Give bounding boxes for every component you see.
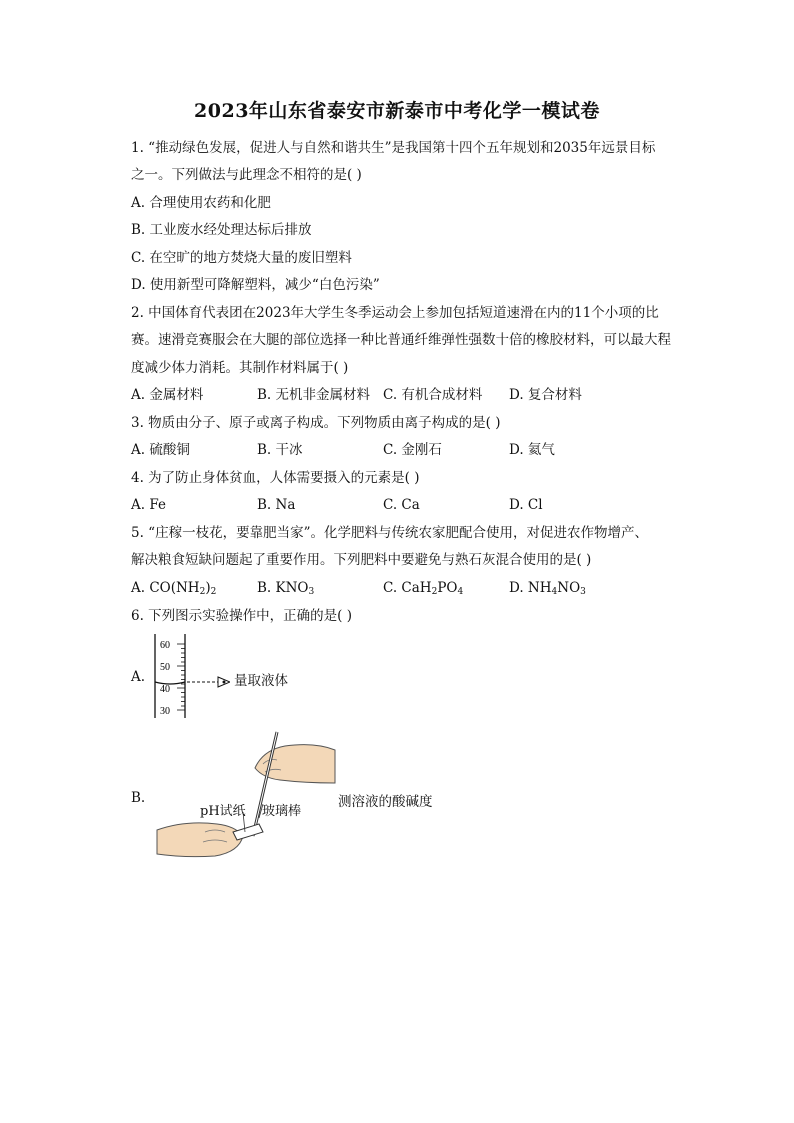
q5-option-b: B. $KNO_3$	[257, 580, 315, 597]
q6-option-a-label: A.	[131, 669, 146, 685]
exam-title: 2023年山东省泰安市新泰市中考化学一模试卷	[194, 100, 600, 122]
q2-option-d: D. 复合材料	[509, 387, 582, 403]
lower-hand	[157, 823, 243, 857]
q1-stem-line2: 之一。下列做法与此理念不相符的是( )	[131, 167, 362, 183]
q1-stem-line1: 1. “推动绿色发展，促进人与自然和谐共生”是我国第十四个五年规划和2035年远景目标	[131, 140, 656, 156]
ph-paper-label: pH试纸	[200, 804, 246, 819]
q4-option-a: A. Fe	[131, 497, 166, 513]
q2-stem-line2: 赛。速滑竞赛服会在大腿的部位选择一种比普通纤维弹性强数十倍的橡胶材料，可以最大程	[131, 332, 671, 348]
q4-option-d: D. Cl	[509, 497, 543, 513]
q6-option-b-label: B.	[131, 790, 146, 806]
q4-option-b: B. Na	[257, 497, 296, 513]
q1-option-b: B. 工业废水经处理达标后排放	[131, 222, 312, 238]
q2-stem-line3: 度减少体力消耗。其制作材料属于( )	[131, 360, 349, 376]
q6-b-caption: 测溶液的酸碱度	[338, 794, 433, 810]
q3-option-c: C. 金刚石	[383, 442, 442, 458]
q6-stem: 6. 下列图示实验操作中，正确的是( )	[131, 608, 352, 624]
q5-option-c: C. $CaH_2PO_4$	[383, 580, 464, 597]
q3-option-b: B. 干冰	[257, 442, 303, 458]
tick-30: 30	[160, 706, 170, 717]
q2-stem-line1: 2. 中国体育代表团在2023年大学生冬季运动会上参加包括短道速滑在内的11个小项的比	[131, 305, 659, 321]
ph-paper	[233, 824, 263, 840]
cylinder-svg	[150, 630, 230, 720]
q3-option-d: D. 氦气	[509, 442, 555, 458]
glass-rod-label: 玻璃棒	[262, 804, 302, 819]
q3-option-a: A. 硫酸铜	[131, 442, 190, 458]
q5-stem-line1: 5. “庄稼一枝花，要靠肥当家”。化学肥料与传统农家肥配合使用，对促进农作物增产、	[131, 525, 648, 541]
q5-option-a: A. $CO(NH_2)_2$	[131, 580, 217, 597]
tick-40: 40	[160, 684, 170, 695]
q2-option-b: B. 无机非金属材料	[257, 387, 371, 403]
q2-option-c: C. 有机合成材料	[383, 387, 483, 403]
q1-option-d: D. 使用新型可降解塑料，减少“白色污染”	[131, 277, 380, 293]
q3-stem: 3. 物质由分子、原子或离子构成。下列物质由离子构成的是( )	[131, 415, 501, 431]
q1-option-a: A. 合理使用农药和化肥	[131, 195, 271, 211]
q4-option-c: C. Ca	[383, 497, 420, 513]
tick-60: 60	[160, 640, 170, 651]
q1-option-c: C. 在空旷的地方焚烧大量的废旧塑料	[131, 250, 352, 266]
tick-50: 50	[160, 662, 170, 673]
ph-test-svg	[155, 728, 340, 860]
q4-stem: 4. 为了防止身体贫血，人体需要摄入的元素是( )	[131, 470, 420, 486]
q5-option-d: D. $NH_4NO_3$	[509, 580, 586, 597]
q6-a-caption: 量取液体	[234, 673, 288, 689]
ph-test-figure	[155, 728, 340, 860]
cylinder-reading-figure	[150, 630, 230, 720]
q2-option-a: A. 金属材料	[131, 387, 204, 403]
q5-stem-line2: 解决粮食短缺问题起了重要作用。下列肥料中要避免与熟石灰混合使用的是( )	[131, 552, 592, 568]
